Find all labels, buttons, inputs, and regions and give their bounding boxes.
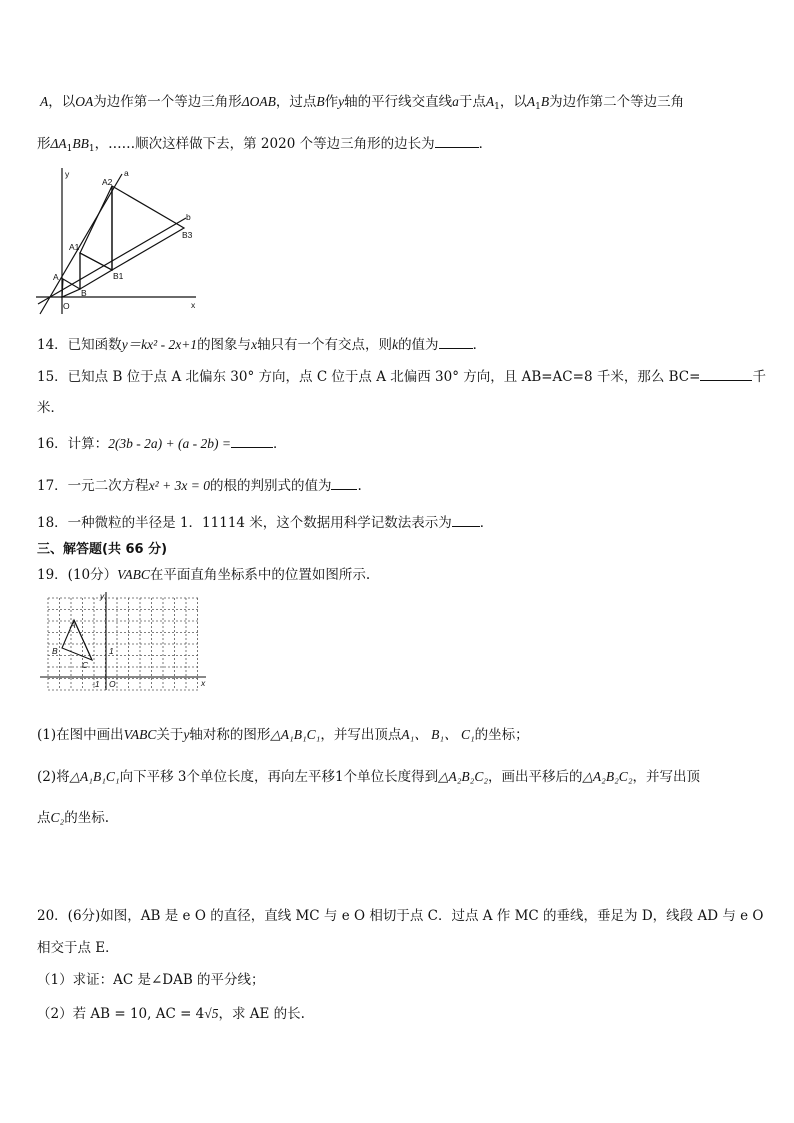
q20-line1: 20．(6分)如图，AB 是 e O 的直径，直线 MC 与 e O 相切于点 C．过点 A 作 MC 的垂线，垂足为 D，线段 AD 与 e O	[37, 908, 764, 924]
label-y: y	[100, 591, 105, 601]
label-o: O	[63, 301, 70, 311]
triangle-a2b1b3	[112, 186, 184, 270]
label-a: A	[70, 620, 76, 630]
q19-head: 19．(10分）VABC在平面直角坐标系中的位置如图所示.	[37, 567, 371, 583]
answer-blank[interactable]	[435, 133, 479, 148]
section-title: 三、解答题(共 66 分)	[37, 542, 168, 557]
q20-line2: 相交于点 E．	[37, 940, 119, 956]
q19-part2-line2: 点C₂的坐标.	[37, 810, 109, 826]
label-o: O	[109, 679, 116, 689]
label-b: B	[52, 646, 58, 656]
answer-blank[interactable]	[231, 433, 273, 448]
answer-blank[interactable]	[331, 475, 357, 490]
label-b-point: B	[81, 288, 87, 298]
q19-part1: (1)在图中画出VABC关于y轴对称的图形△A₁B₁C₁，并写出顶点A₁、 B₁、 C₁的坐标；	[37, 727, 529, 743]
label-x: x	[191, 300, 196, 310]
label-1: 1	[109, 646, 114, 656]
q18: 18．一种微粒的半径是 1．11114 米，这个数据用科学记数法表示为 ．	[37, 511, 493, 531]
q13-line1: A，以OA为边作第一个等边三角形ΔOAB，过点B作y轴的平行线交直线a于点$A_1$，以$A_1B$为边作第二个等边三角	[40, 94, 685, 112]
q13-figure	[36, 168, 200, 316]
q16: 16．计算：2(3b - 2a) + (a - 2b) = ．	[37, 432, 287, 452]
q15-line1: 15．已知点 B 位于点 A 北偏东 30° 方向，点 C 位于点 A 北偏西 30° 方向，且 AB=AC=8 千米，那么 BC= 千	[37, 365, 766, 385]
label-b3: B3	[182, 230, 193, 240]
label-a: a	[124, 168, 129, 178]
q19-part2: (2)将△A₁B₁C₁向下平移 3个单位长度，再向左平移1个单位长度得到△A₂B₂C₂，画出平移后的△A₂B₂C₂，并写出顶	[37, 769, 701, 785]
triangle-a1bb1	[80, 253, 112, 289]
label-neg1: -1	[92, 679, 100, 689]
label-a-point: A	[53, 272, 59, 282]
answer-blank[interactable]	[439, 334, 473, 349]
q13-line2: 形$\Delta A_1BB_1$，……顺次这样做下去，第 2020 个等边三角形的边长为 ．	[37, 132, 492, 154]
label-x: x	[201, 678, 206, 688]
answer-blank[interactable]	[700, 366, 752, 381]
q19-grid-figure	[38, 590, 210, 694]
label-a1: A1	[69, 242, 80, 252]
label-a2: A2	[102, 177, 113, 187]
label-y: y	[65, 169, 70, 179]
label-c: C	[82, 660, 89, 670]
answer-blank[interactable]	[452, 512, 480, 527]
label-b1: B1	[113, 271, 124, 281]
q14: 14．已知函数y＝kx² - 2x+1的图象与x轴只有一个有交点，则k的值为 ．	[37, 333, 486, 353]
label-b: b	[186, 212, 191, 222]
q15-line2: 米．	[37, 400, 64, 416]
q17: 17．一元二次方程x² + 3x = 0的根的判别式的值为 .	[37, 474, 362, 494]
q20-part1: （1）求证：AC 是∠DAB 的平分线；	[37, 972, 265, 988]
q20-part2: （2）若 AB = 10, AC = 4√5，求 AE 的长.	[37, 1006, 305, 1022]
